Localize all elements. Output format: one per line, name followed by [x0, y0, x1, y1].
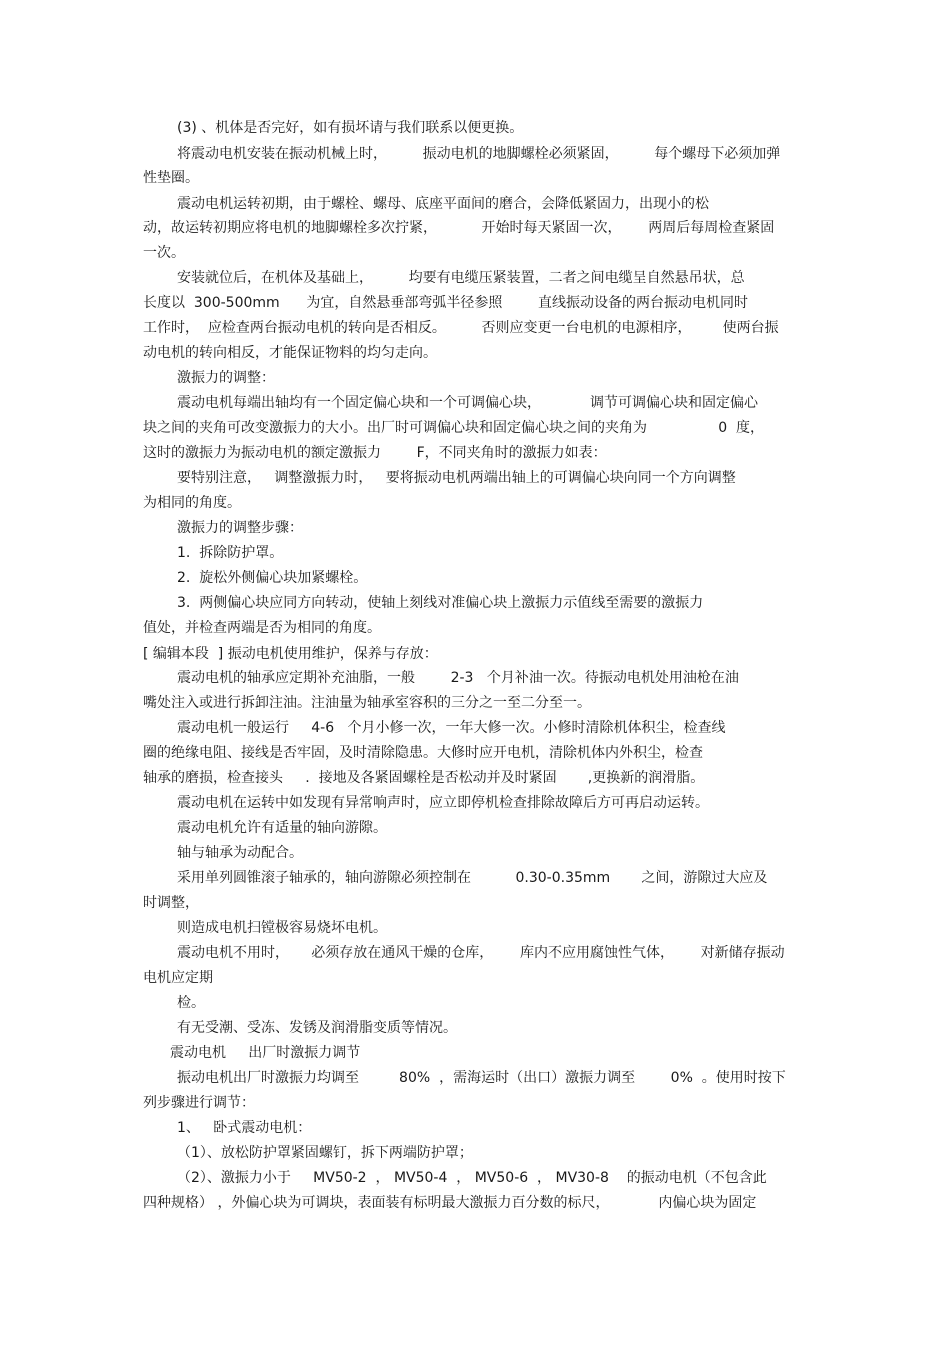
text-line: 2. 旋松外侧偏心块加紧螺栓。: [177, 570, 368, 586]
text-line: 性垫圈。: [143, 170, 199, 186]
text-line: 激振力的调整：: [177, 370, 275, 386]
text-line: 采用单列圆锥滚子轴承的，轴向游隙必须控制在 0.30-0.35mm 之间，游隙过大应及: [177, 870, 768, 886]
text-line: 轴与轴承为动配合。: [177, 845, 303, 861]
text-line: 将震动电机安装在振动机械上时， 振动电机的地脚螺栓必须紧固， 每个螺母下必须加弹: [177, 146, 781, 162]
text-line: 振动电机出厂时激振力均调至 80% ，需海运时（出口）激振力调至 0% 。使用时按下: [177, 1070, 786, 1086]
text-line: 震动电机在运转中如发现有异常响声时，应立即停机检查排除故障后方可再启动运转。: [177, 795, 709, 811]
text-line: 嘴处注入或进行拆卸注油。注油量为轴承室容积的三分之一至二分至一。: [143, 695, 591, 711]
text-line: 块之间的夹角可改变激振力的大小。出厂时可调偏心块和固定偏心块之间的夹角为 0 度，: [143, 420, 765, 436]
text-line: 震动电机不用时， 必须存放在通风干燥的仓库， 库内不应用腐蚀性气体， 对新储存振动: [177, 945, 785, 961]
text-line: （1）、放松防护罩紧固螺钉，拆下两端防护罩；: [177, 1145, 473, 1161]
section-heading: 震动电机 出厂时激振力调节: [170, 1045, 361, 1061]
text-line: 时调整，: [143, 895, 199, 911]
text-line: 震动电机允许有适量的轴向游隙。: [177, 820, 387, 836]
text-line: 1. 拆除防护罩。: [177, 545, 284, 561]
text-line: 震动电机运转初期，由于螺栓、螺母、底座平面间的磨合，会降低紧固力，出现小的松: [177, 196, 709, 212]
text-line: 列步骤进行调节：: [143, 1095, 255, 1111]
text-line: 检。: [177, 995, 205, 1011]
text-line: 要特别注意， 调整激振力时， 要将振动电机两端出轴上的可调偏心块向同一个方向调整: [177, 470, 736, 486]
text-line: （2）、激振力小于 MV50-2 ， MV50-4 ， MV50-6 ， MV30-8 的振动电机（不包含此: [177, 1170, 767, 1186]
text-line: 3. 两侧偏心块应同方向转动，使轴上刻线对准偏心块上激振力示值线至需要的激振力: [177, 595, 704, 611]
text-line: 值处，并检查两端是否为相同的角度。: [143, 620, 381, 636]
text-line: (3) 、机体是否完好，如有损坏请与我们联系以便更换。: [177, 120, 524, 136]
text-line: 震动电机的轴承应定期补充油脂，一般 2-3 个月补油一次。待振动电机处用油枪在油: [177, 670, 739, 686]
text-line: 动电机的转向相反，才能保证物料的均匀走向。: [143, 345, 437, 361]
text-line: 这时的激振力为振动电机的额定激振力 F，不同夹角时的激振力如表：: [143, 445, 607, 461]
text-line: 工作时， 应检查两台振动电机的转向是否相反。 否则应变更一台电机的电源相序， 使两台振: [143, 320, 779, 336]
text-line: 则造成电机扫镗极容易烧坏电机。: [177, 920, 387, 936]
text-line: 动，故运转初期应将电机的地脚螺栓多次拧紧， 开始时每天紧固一次， 两周后每周检查紧固: [143, 220, 775, 236]
text-line: 电机应定期: [143, 970, 213, 986]
text-line: 一次。: [143, 245, 185, 261]
text-line: 安装就位后，在机体及基础上， 均要有电缆压紧装置，二者之间电缆呈自然悬吊状，总: [177, 270, 745, 286]
section-heading: [ 编辑本段 ] 振动电机使用维护，保养与存放：: [143, 646, 438, 662]
text-line: 震动电机一般运行 4-6 个月小修一次，一年大修一次。小修时清除机体积尘，检查线: [177, 720, 726, 736]
text-line: 激振力的调整步骤：: [177, 520, 303, 536]
text-line: 1、 卧式震动电机：: [177, 1120, 312, 1136]
text-line: 有无受潮、受冻、发锈及润滑脂变质等情况。: [177, 1020, 457, 1036]
text-line: 震动电机每端出轴均有一个固定偏心块和一个可调偏心块， 调节可调偏心块和固定偏心: [177, 395, 758, 411]
text-line: 为相同的角度。: [143, 495, 241, 511]
text-line: 四种规格） ，外偏心块为可调块，表面装有标明最大激振力百分数的标尺， 内偏心块为固定: [143, 1195, 757, 1211]
text-line: 轴承的磨损，检查接头 . 接地及各紧固螺栓是否松动并及时紧固 ,更换新的润滑脂。: [143, 770, 705, 786]
text-line: 圈的绝缘电阻、接线是否牢固，及时清除隐患。大修时应开电机，清除机体内外积尘，检查: [143, 745, 703, 761]
text-line: 长度以 300-500mm 为宜，自然悬垂部弯弧半径参照 直线振动设备的两台振动电机同时: [143, 295, 748, 311]
